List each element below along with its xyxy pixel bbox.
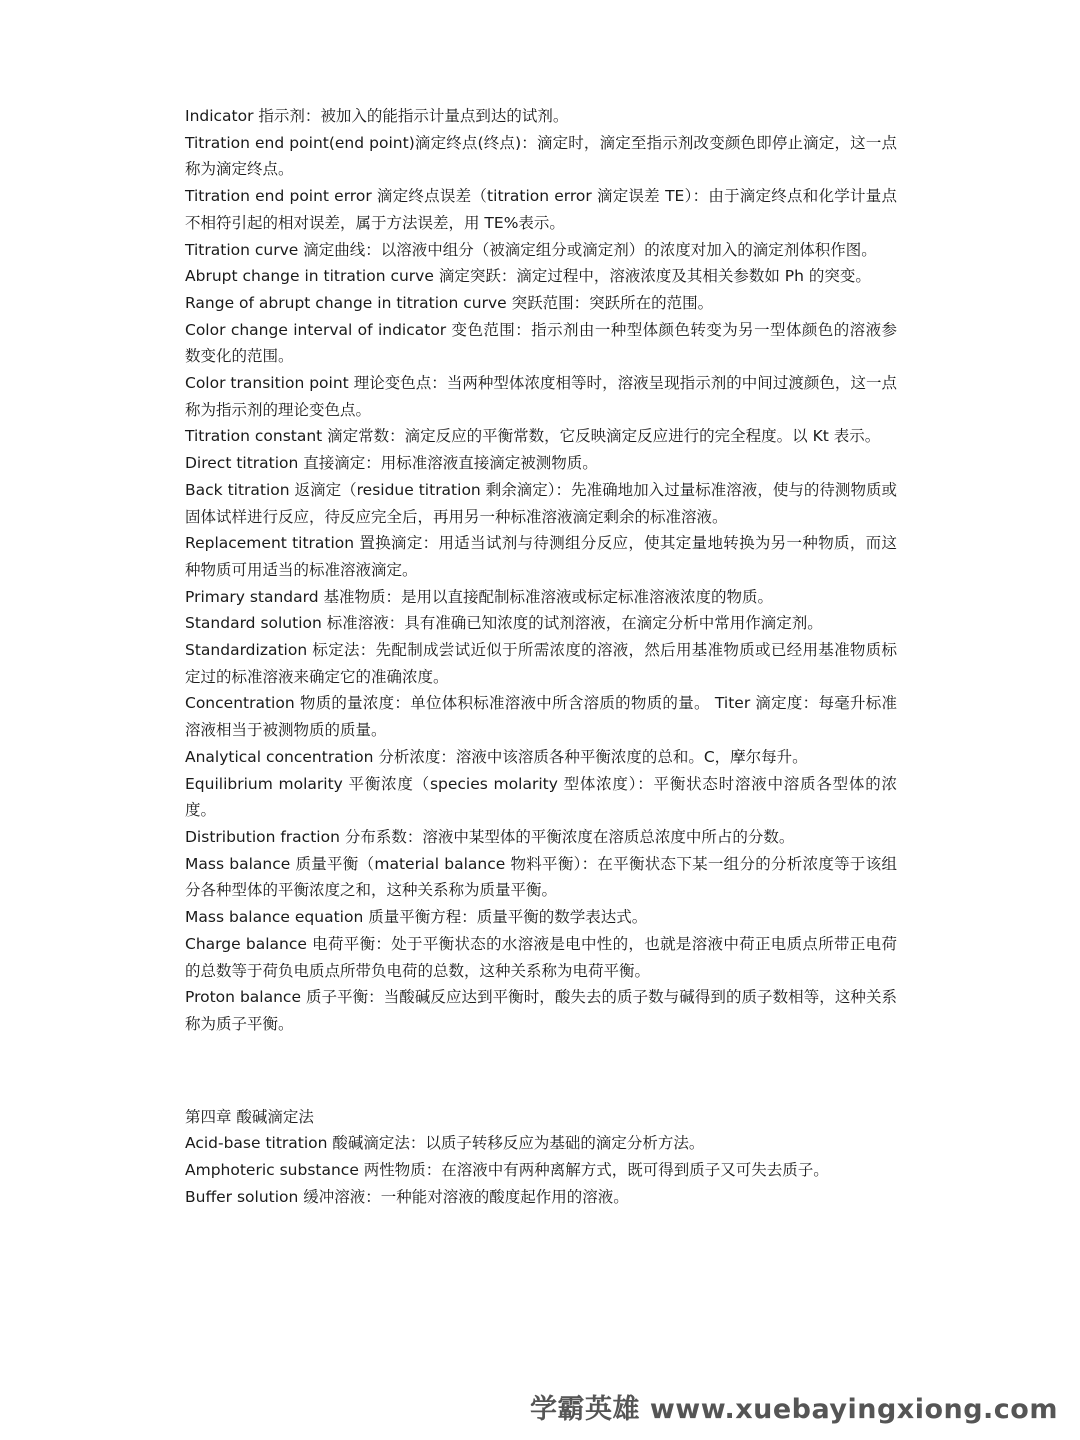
entry-titration-curve: Titration curve 滴定曲线：以溶液中组分（被滴定组分或滴定剂）的浓度对加入的滴定剂体积作图。 xyxy=(185,240,877,259)
entry-standard-solution: Standard solution 标准溶液：具有准确已知浓度的试剂溶液，在滴定分析中常用作滴定剂。 xyxy=(185,614,823,633)
entry-mass-balance-equation: Mass balance equation 质量平衡方程：质量平衡的数学表达式。 xyxy=(185,908,648,927)
entry-abrupt-change: Abrupt change in titration curve 滴定突跃：滴定过程中，溶液浓度及其相关参数如 Ph 的突变。 xyxy=(185,267,871,286)
entry-buffer-solution: Buffer solution 缓冲溶液：一种能对溶液的酸度起作用的溶液。 xyxy=(185,1187,629,1206)
entry-range-of-abrupt-change: Range of abrupt change in titration curve 突跃范围：突跃所在的范围。 xyxy=(185,293,714,312)
entry-replacement-titration: Replacement titration 置换滴定：用适当试剂与待测组分反应，使其定量地转换为另一种物质，而这种物质可用适当的标准溶液滴定。 xyxy=(185,534,897,579)
entry-color-transition-point: Color transition point 理论变色点：当两种型体浓度相等时，溶液呈现指示剂的中间过渡颜色，这一点称为指示剂的理论变色点。 xyxy=(185,374,897,419)
entry-proton-balance: Proton balance 质子平衡：当酸碱反应达到平衡时，酸失去的质子数与碱得到的质子数相等，这种关系称为质子平衡。 xyxy=(185,988,897,1033)
entry-distribution-fraction: Distribution fraction 分布系数：溶液中某型体的平衡浓度在溶质总浓度中所占的分数。 xyxy=(185,827,795,846)
entry-primary-standard: Primary standard 基准物质：是用以直接配制标准溶液或标定标准溶液浓度的物质。 xyxy=(185,587,774,606)
entry-indicator: Indicator 指示剂：被加入的能指示计量点到达的试剂。 xyxy=(185,107,569,125)
entry-concentration: Concentration 物质的量浓度：单位体积标准溶液中所含溶质的物质的量。 Titer 滴定度：每毫升标准溶液相当于被测物质的质量。 xyxy=(185,694,897,740)
entry-back-titration: Back titration 返滴定（residue titration 剩余滴定）：先准确地加入过量标准溶液，使与的待测物质或固体试样进行反应，待反应完全后，再用另一种标准溶液滴定剩余的标准溶液。 xyxy=(185,480,897,526)
entry-direct-titration: Direct titration 直接滴定：用标准溶液直接滴定被测物质。 xyxy=(185,454,598,473)
entry-equilibrium-molarity: Equilibrium molarity 平衡浓度（species molarity 型体浓度）：平衡状态时溶液中溶质各型体的浓度。 xyxy=(185,774,897,820)
footer-watermark: 学霸英雄 www.xuebayingxiong.com xyxy=(529,1394,1058,1425)
chapter-title: 第四章 酸碱滴定法 xyxy=(185,1107,314,1126)
entry-titration-end-point-error: Titration end point error 滴定终点误差（titration error 滴定误差 TE）：由于滴定终点和化学计量点不相符引起的相对误差，属于方法误差，用 TE%表示。 xyxy=(185,187,897,232)
entry-charge-balance: Charge balance 电荷平衡：处于平衡状态的水溶液是电中性的，也就是溶液中荷正电质点所带正电荷的总数等于荷负电质点所带负电荷的总数，这种关系称为电荷平衡。 xyxy=(185,934,897,980)
entry-amphoteric-substance: Amphoteric substance 两性物质：在溶液中有两种离解方式，既可得到质子又可失去质子。 xyxy=(185,1161,829,1180)
entry-mass-balance: Mass balance 质量平衡（material balance 物料平衡）：在平衡状态下某一组分的分析浓度等于该组分各种型体的平衡浓度之和，这种关系称为质量平衡。 xyxy=(185,854,897,900)
entry-acid-base-titration: Acid-base titration 酸碱滴定法：以质子转移反应为基础的滴定分析方法。 xyxy=(185,1134,705,1153)
entry-standardization: Standardization 标定法：先配制成尝试近似于所需浓度的溶液，然后用基准物质或已经用基准物质标定过的标准溶液来确定它的准确浓度。 xyxy=(185,641,897,686)
entry-analytical-concentration: Analytical concentration 分析浓度：溶液中该溶质各种平衡浓度的总和。C，摩尔每升。 xyxy=(185,747,808,766)
entry-titration-end-point: Titration end point(end point)滴定终点(终点)：滴定时，滴定至指示剂改变颜色即停止滴定，这一点称为滴定终点。 xyxy=(185,133,897,179)
entry-color-change-interval: Color change interval of indicator 变色范围：指示剂由一种型体颜色转变为另一型体颜色的溶液参数变化的范围。 xyxy=(185,320,897,366)
section-spacer xyxy=(185,1038,897,1104)
entry-titration-constant: Titration constant 滴定常数：滴定反应的平衡常数，它反映滴定反应进行的完全程度。以 Kt 表示。 xyxy=(185,427,881,446)
document-body xyxy=(185,103,897,1210)
